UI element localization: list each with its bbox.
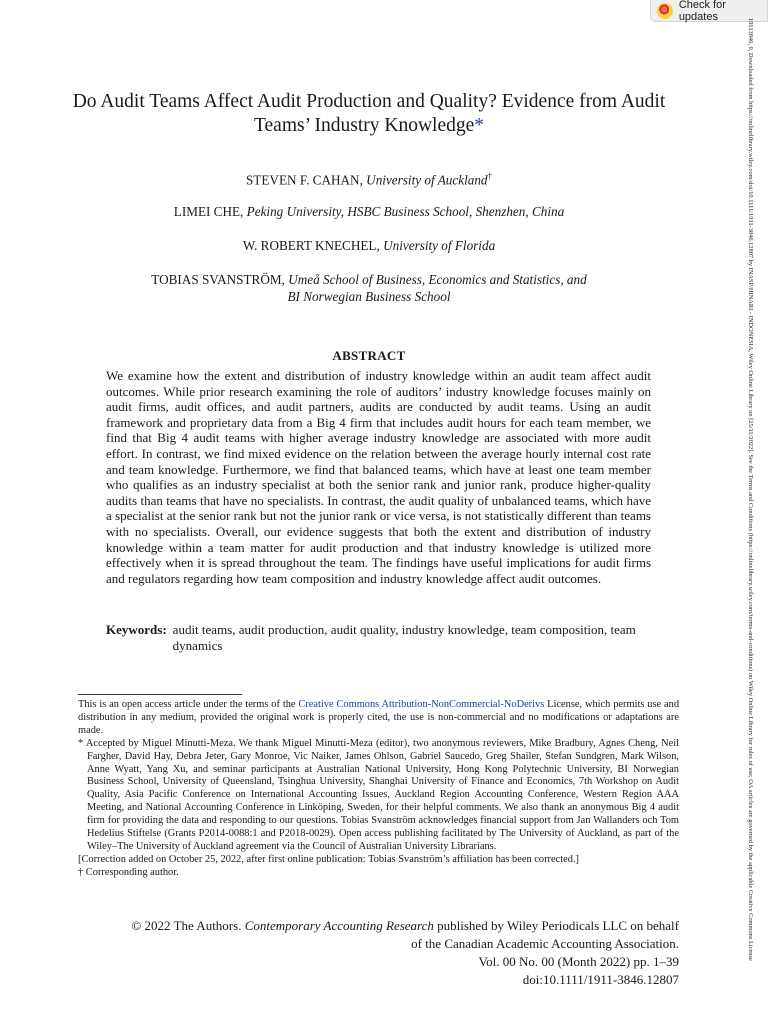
author-name: W. ROBERT KNECHEL, (242, 238, 384, 253)
author-affiliation: University of Auckland (366, 172, 488, 188)
title-footnote-marker[interactable]: * (474, 115, 485, 136)
open-access-note (78, 699, 679, 738)
author-name: LIMEI CHE, (173, 204, 247, 219)
keywords (106, 622, 651, 654)
footnote-rule (78, 694, 242, 695)
author-affiliation: Umeå School of Business, Economics and Statistics, and (288, 272, 587, 287)
title-text: Do Audit Teams Affect Audit Production and Quality? Evidence from Audit Teams’ Industry Knowledge (72, 91, 666, 136)
download-side-note (744, 18, 756, 1014)
author-name: STEVEN F. CAHAN, (245, 172, 367, 188)
keywords-text: audit teams, audit production, audit quality, industry knowledge, team composition, team dynamics (172, 622, 636, 653)
side-note-text: 19113846, 0, Downloaded from https://onlinelibrary.wiley.com/doi/10.1111/1911-3846.12807 by INASP/HINARI - INDONESIA, Wiley Online Library on [25/11/2022]. See the Terms and Conditions (https://onlinelibrary.wiley.com/terms-and-conditions) on Wiley Online Library for rules of use; OA articles are governed by the applicable Creative Commons License (747, 18, 754, 961)
volume-line: Vol. 00 No. 00 (Month 2022) pp. 1–39 (478, 954, 679, 969)
abstract-heading: ABSTRACT (332, 348, 406, 363)
corresponding-author-note: † Corresponding author. (78, 866, 179, 878)
publication-info (78, 917, 679, 989)
author-affiliation: Peking University, HSBC Business School, Shenzhen, China (246, 204, 565, 219)
journal-name: Contemporary Accounting Research (244, 918, 434, 933)
author-line (60, 203, 678, 220)
check-for-updates-label: Check for updates (678, 0, 726, 23)
doi-line[interactable]: doi:10.1111/1911-3846.12807 (522, 972, 679, 987)
open-access-text: This is an open access article under the terms of the (78, 699, 299, 710)
author-line (60, 168, 678, 188)
publisher-text: published by Wiley Periodicals LLC on behalf (433, 918, 679, 933)
copyright-text: © 2022 The Authors. (131, 918, 245, 933)
author-footnote-marker: † (487, 171, 493, 181)
author-name: TOBIAS SVANSTRÖM, (151, 272, 289, 287)
paper-title (60, 90, 678, 138)
footnotes (78, 699, 679, 880)
crossmark-icon (657, 3, 673, 19)
open-access-text-end: License, which permits use and distribution in any medium, provided the original work is properly cited, the use is non-commercial and no modifications or adaptations are made. (78, 699, 680, 736)
correction-note: [Correction added on October 25, 2022, after first online publication: Tobias Svanström’s affiliation has been corrected.] (78, 853, 579, 865)
keywords-label: Keywords: (106, 622, 167, 637)
author-affiliation: University of Florida (383, 238, 496, 253)
copyright-line (78, 917, 679, 935)
association-line: of the Canadian Academic Accounting Association. (411, 936, 679, 951)
author-line (60, 237, 678, 254)
acknowledgement-note: * Accepted by Miguel Minutti-Meza. We thank Miguel Minutti-Meza (editor), two anonymous reviewers, Mike Bradbury, Agnes Cheng, Neil Fargher, David Hay, Debra Jeter, Gary Monroe, Vic Naiker, James Ohlson, Gabriel Saucedo, Greg Shailer, Stefan Sundgren, Mark Wilson, Anne Wyatt, Yang Xu, and seminar participants at Australian National University, Hong Kong Polytechnic University, BI Norwegian Business School, University of Queensland, Tsinghua University, Shanghai University of Finance and Economics, 7th Workshop on Audit Quality, Asia Pacific Conference on International Accounting Issues, Auckland Region Accounting Conference, Western Region AAA Meeting, and National Accounting Conference in Linköping, Sweden, for their helpful comments. We also thank an anonymous Big 4 audit firm for providing the data and responding to our questions. Tobias Svanström acknowledges financial support from Jan Wallanders och Tom Hedelius Stiftelse (Grants P2014-0088:1 and P2018-0029). Open access publishing facilitated by The University of Auckland, as part of the Wiley–The University of Auckland agreement via the Council of Australian University Librarians. (78, 737, 679, 852)
license-link[interactable]: Creative Commons Attribution-NonCommercial-NoDerivs (298, 699, 545, 710)
author-line (60, 271, 678, 305)
abstract-text: We examine how the extent and distribution of industry knowledge within an audit team affect audit outcomes. While prior research examining the role of auditors’ industry knowledge focuses mainly on audit firms, audit offices, and audit partners, audits are conducted by audit teams. Using an audit framework and proprietary data from a Big 4 firm that includes audit hours for each team member, we find that Big 4 audit teams with higher average industry knowledge are associated with more audit effort. In contrast, we find mixed evidence on the relation between the average hourly internal cost rate and team knowledge. Furthermore, we find that balanced teams, which have at least one team member who qualifies as an industry specialist at both the senior rank and junior rank, produce higher-quality audits than teams that have no specialists. In contrast, the audit quality of unbalanced teams, which have a specialist at the senior rank but not the junior rank or vice versa, is not statistically different than teams with no specialists. Overall, our evidence suggests that both the extent and distribution of industry knowledge within a team matter for audit production and that industry knowledge is utilized more effectively when it is spread throughout the team. The findings have useful implications for audit firms and regulators regarding how team composition and industry knowledge affect audit outcomes. (106, 368, 651, 586)
author-affiliation-continued: BI Norwegian Business School (287, 289, 451, 304)
